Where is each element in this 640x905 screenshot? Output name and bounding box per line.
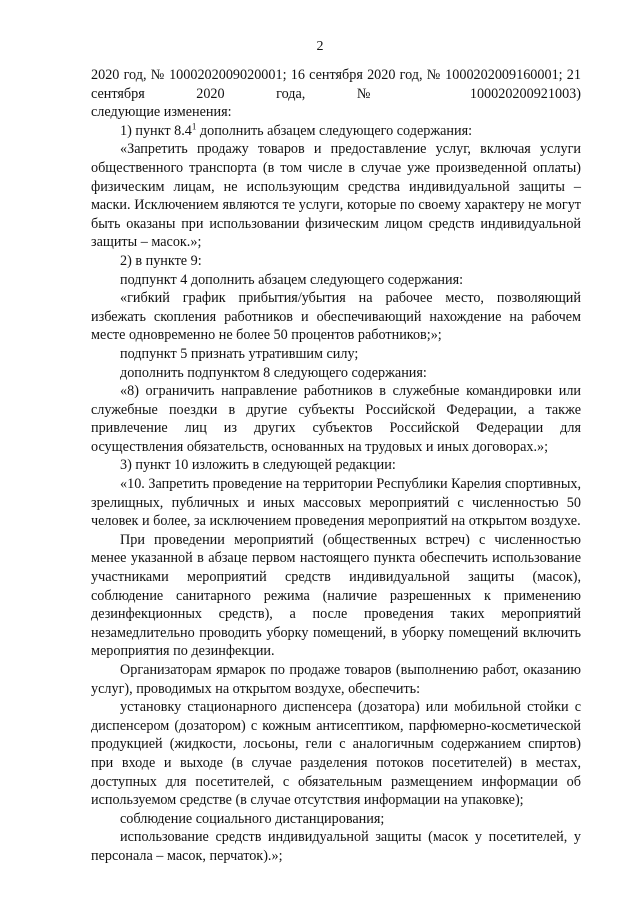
paragraph: 3) пункт 10 изложить в следующей редакции: (120, 457, 396, 474)
paragraph: соблюдение социального дистанцирования; (120, 810, 385, 827)
paragraph: подпункт 4 дополнить абзацем следующего содержания: (120, 271, 464, 288)
paragraph: 2) в пункте 9: (120, 252, 202, 269)
paragraph: «10. Запретить проведение на территории Республики Карелия спортивных, зрелищных, публичных и иных массовых мероприятий с численностью 50 человек и более, за исключением проведения мероприятий на открытом воздухе. (91, 476, 581, 530)
document-body (91, 66, 581, 866)
paragraph: следующие изменения: (91, 104, 232, 121)
page-number: 2 (316, 39, 324, 54)
paragraph: подпункт 5 признать утратившим силу; (120, 345, 359, 362)
paragraph: «Запретить продажу товаров и предоставление услуг, включая услуги общественного транспорта (в том числе в случае уже произведенной оплаты) физическим лицам, не использующим средства индивидуальной защиты – маски. Исключением являются те услуги, которые по своему характеру не могут быть оказаны при использовании физическим лицом средств индивидуальной защиты – масок.»; (91, 141, 581, 251)
paragraph: дополнить подпунктом 8 следующего содержания: (120, 364, 427, 381)
paragraph: 2020 год, № 1000202009020001; 16 сентября 2020 год, № 1000202009160001; 21 сентября 2020 года, № 100020200921003) (91, 67, 581, 102)
paragraph: Организаторам ярмарок по продаже товаров (выполнению работ, оказанию услуг), проводимых на открытом воздухе, обеспечить: (91, 662, 581, 697)
paragraph: При проведении мероприятий (общественных встреч) с численностью менее указанной в абзаце первом настоящего пункта обеспечить использование участниками мероприятий средств индивидуальной защиты (масок), соблюдение санитарного режима (наличие разрешенных к применению дезинфекционных средств), а после проведения таких мероприятий незамедлительно проводить уборку помещений, в уборку помещений включить мероприятия по дезинфекции. (91, 531, 581, 660)
paragraph: использование средств индивидуальной защиты (масок у посетителей, у персонала – масок, перчаток).»; (91, 829, 581, 864)
paragraph: «8) ограничить направление работников в служебные командировки или служебные поездки в другие субъекты Российской Федерации, а также привлечение лиц из других субъектов Российской Федерации для осуществления обязательств, основанных на трудовых и иных договорах.»; (91, 383, 581, 455)
paragraph: «гибкий график прибытия/убытия на рабочее место, позволяющий избежать скопления работников и обеспечивающий нахождение на рабочем месте одновременно не более 50 процентов работников;»; (91, 290, 581, 344)
paragraph: 1) пункт $8.4^1$ дополнить абзацем следующего содержания: (120, 121, 473, 139)
footnote-superscript: 1 (191, 121, 197, 132)
paragraph: установку стационарного диспенсера (дозатора) или мобильной стойки с диспенсером (дозатором) с кожным антисептиком, парфюмерно-косметической продукцией (жидкости, лосьоны, гели с аналогичным содержанием спиртов) при входе и выходе (в случае разделения потоков посетителей) в местах, доступных для посетителей, с обязательным размещением информации об используемом средстве (в случае отсутствия информации на упаковке); (91, 699, 581, 809)
